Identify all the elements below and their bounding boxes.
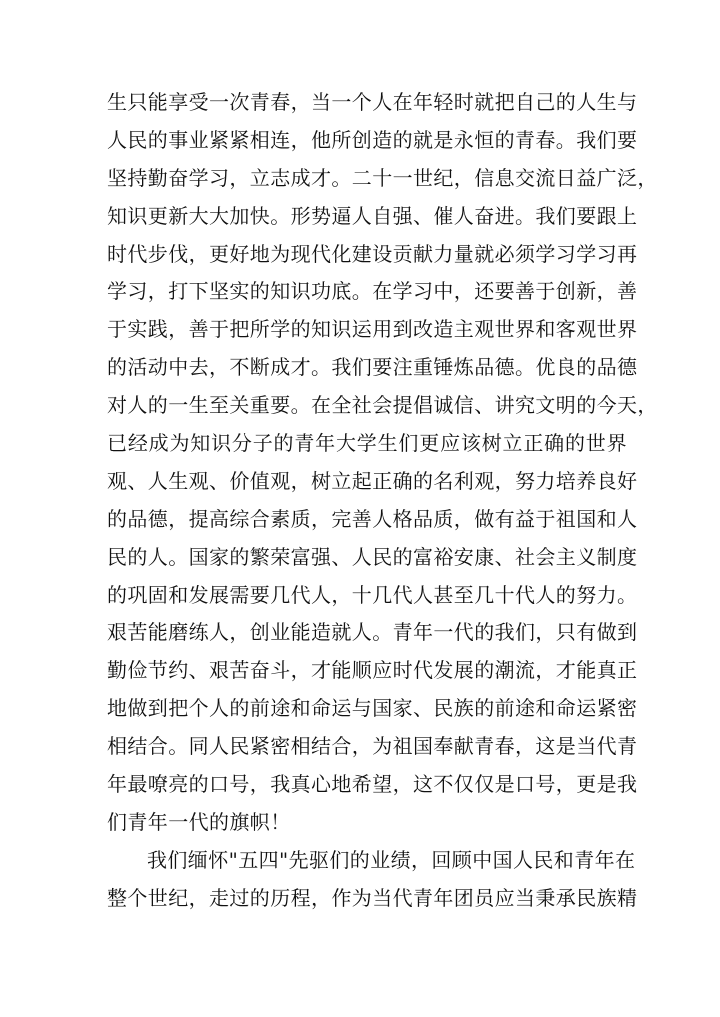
text-line: 已经成为知识分子的青年大学生们更应该树立正确的世界	[107, 431, 627, 456]
text-line: 的活动中去，不断成才。我们要注重锤炼品德。优良的品德	[107, 355, 638, 380]
text-line: 的品德，提高综合素质，完善人格品质，做有益于祖国和人	[107, 506, 638, 531]
text-line: 民的人。国家的繁荣富强、人民的富裕安康、社会主义制度	[107, 544, 638, 569]
text-line: 对人的一生至关重要。在全社会提倡诚信、讲究文明的今天，	[107, 393, 658, 418]
text-line: 坚持勤奋学习，立志成才。二十一世纪，信息交流日益广泛，	[107, 165, 658, 190]
text-line: 人民的事业紧紧相连，他所创造的就是永恒的青春。我们要	[107, 127, 638, 152]
text-line: 地做到把个人的前途和命运与国家、民族的前途和命运紧密	[107, 696, 638, 721]
text-line: 整个世纪，走过的历程，作为当代青年团员应当秉承民族精	[107, 885, 638, 910]
text-line: 知识更新大大加快。形势逼人自强、催人奋进。我们要跟上	[107, 203, 638, 228]
text-line: 于实践，善于把所学的知识运用到改造主观世界和客观世界	[107, 317, 638, 342]
text-line: 艰苦能磨练人，创业能造就人。青年一代的我们，只有做到	[107, 620, 638, 645]
text-line: 生只能享受一次青春，当一个人在年轻时就把自己的人生与	[107, 90, 638, 114]
text-line: 相结合。同人民紧密相结合，为祖国奉献青春，这是当代青	[107, 734, 638, 759]
text-line: 们青年一代的旗帜！	[107, 809, 291, 834]
text-line: 的巩固和发展需要几代人，十几代人甚至几十代人的努力。	[107, 582, 638, 607]
text-line: 观、人生观、价值观，树立起正确的名利观，努力培养良好	[107, 468, 638, 493]
text-line: 学习，打下坚实的知识功底。在学习中，还要善于创新，善	[107, 279, 638, 304]
text-line: 我们缅怀"五四"先驱们的业绩，回顾中国人民和青年在	[147, 847, 636, 872]
text-line: 时代步伐，更好地为现代化建设贡献力量就必须学习学习再	[107, 241, 638, 266]
text-line: 勤俭节约、艰苦奋斗，才能顺应时代发展的潮流，才能真正	[107, 658, 638, 683]
body-text	[107, 84, 658, 918]
text-line: 年最嘹亮的口号，我真心地希望，这不仅仅是口号，更是我	[107, 772, 638, 797]
